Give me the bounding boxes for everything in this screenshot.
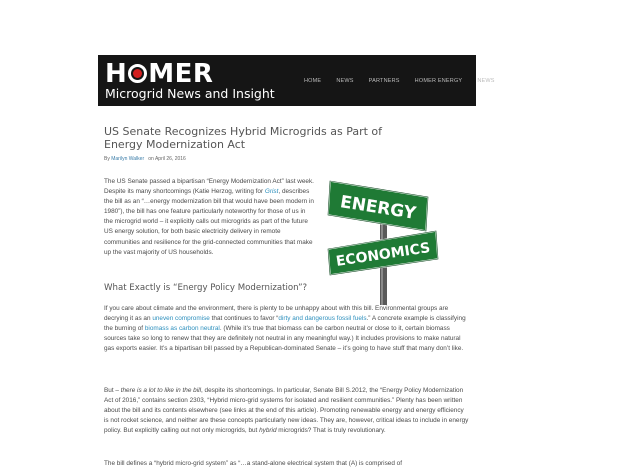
uneven-compromise-link[interactable]: uneven compromise xyxy=(152,315,210,323)
nav-news-2[interactable]: NEWS xyxy=(477,78,495,84)
paragraph-policy: If you care about climate and the environment, there is plenty to be unhappy about with this bill. Environmental groups are decrying it as an uneven compromise that continues to favor “dirty and dangerous fossil fuels.” A concrete example is classifying the burning of biomass as carbon neutral. (While it’s true that biomass can be carbon neutral or close to it, certain biomass sources take so long to renew that they are definitely not neutral in any meaningful way.) It includes provisions to make natural gas exports easier. It’s a bipartisan bill passed by a Republican-dominated Senate – it’s going to have stuff that many don’t like. xyxy=(104,305,466,353)
site-tagline: Microgrid News and Insight xyxy=(105,86,275,101)
byline: By Marilyn Walker on April 26, 2016 xyxy=(104,156,186,162)
section-heading: What Exactly is “Energy Policy Modernization”? xyxy=(104,283,308,293)
grist-link[interactable]: Grist xyxy=(264,188,279,196)
post-date: on April 26, 2016 xyxy=(148,156,186,162)
article-title: US Senate Recognizes Hybrid Microgrids as Part of Energy Modernization Act xyxy=(104,125,383,151)
paragraph-definition: The bill defines a “hybrid micro-grid system” as “…a stand-alone electrical system that (A) is comprised of xyxy=(104,460,402,467)
biomass-link[interactable]: biomass as carbon neutral xyxy=(144,325,220,333)
author-link[interactable]: Marilyn Walker xyxy=(111,156,145,162)
sign-top-text: ENERGY xyxy=(338,192,418,224)
nav-partners[interactable]: PARTNERS xyxy=(368,78,400,84)
homer-logo[interactable]: H MER xyxy=(105,59,214,89)
nav-homer-energy[interactable]: HOMER ENERGY xyxy=(414,78,463,84)
paragraph-intro: The US Senate passed a bipartisan “Energy Modernization Act” last week. Despite its many shortcomings (Katie Herzog, writing for Grist, describes the bill as an “…energy modernization bill that would have been modern in 1980”), the bill has one feature particularly noteworthy for those of us in the microgrid world – it explicitly calls out microgrids as part of the future US energy solution, for both basic electricity delivery in remote communities and resilience for the grid-connected communities that make up the vast majority of US households. xyxy=(104,178,314,256)
fossil-fuels-link[interactable]: dirty and dangerous fossil fuels xyxy=(278,315,367,323)
paragraph-but: But – there is a lot to like in the bill, despite its shortcomings. In particular, Senate Bill S.2012, the “Energy Policy Modernization Act of 2016,” contains section 2303, “Hybrid micro-grid systems for isolated and resilient communities.” Plenty has been written about the bill and its contents elsewhere (see links at the end of this article). Promoting renewable energy and energy efficiency is not rocket science, and neither are these concepts particularly new ideas. They are, however, critical ideas to include in energy policy. But explicitly calling out not only microgrids, but hybrid microgrids? That is truly revolutionary. xyxy=(104,387,469,435)
nav-home[interactable]: HOME xyxy=(304,78,322,84)
sign-bottom-text: ECONOMICS xyxy=(334,240,432,270)
main-nav xyxy=(304,78,510,84)
logo-o-icon xyxy=(128,64,147,83)
nav-news[interactable]: NEWS xyxy=(336,78,354,84)
web-page xyxy=(98,55,495,474)
energy-economics-sign-image xyxy=(328,175,440,305)
site-header xyxy=(98,55,495,106)
